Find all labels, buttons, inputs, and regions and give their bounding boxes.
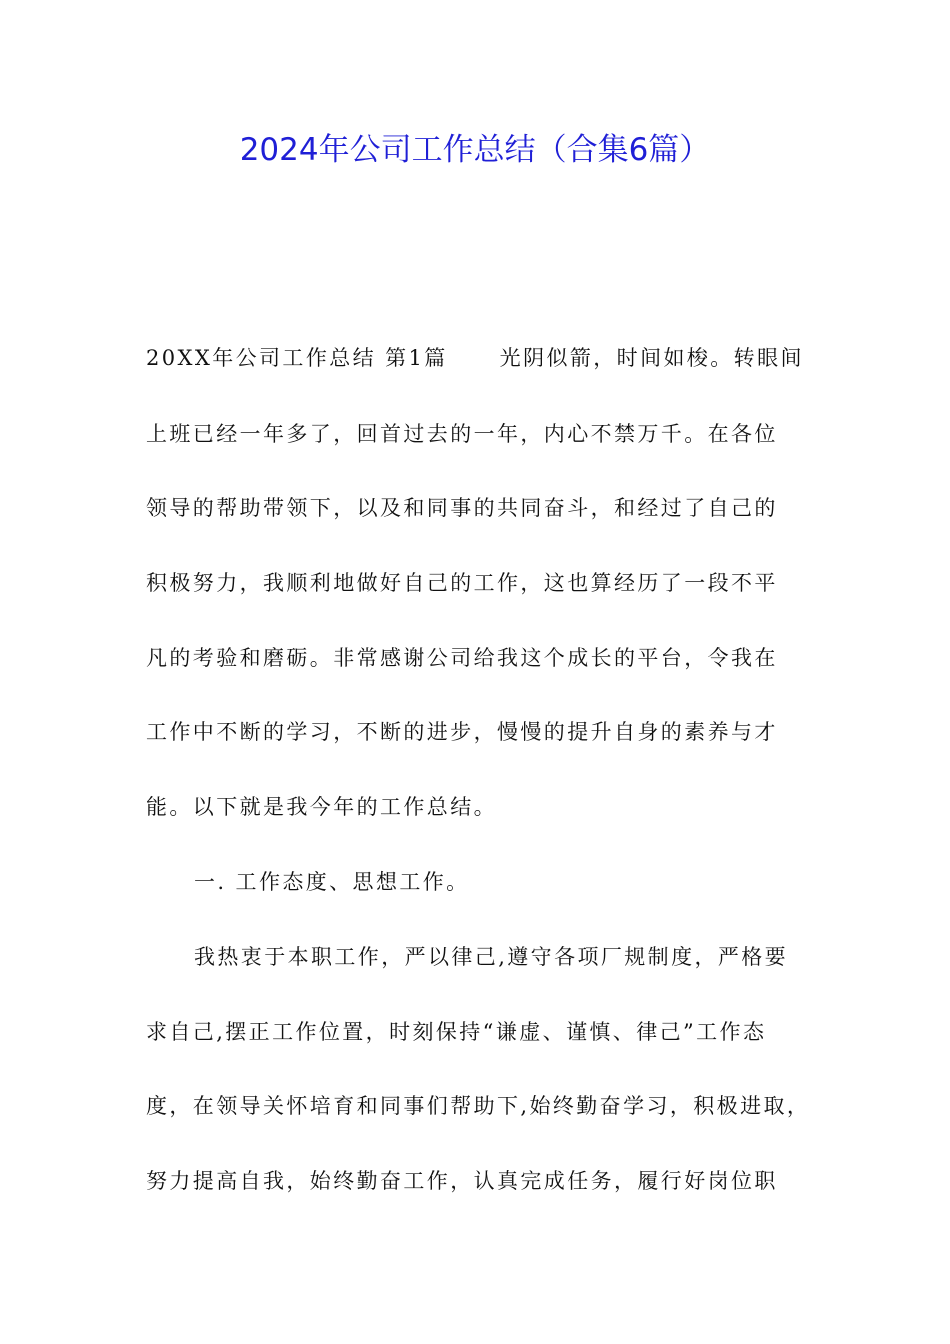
text-line-11: 度，在领导关怀培育和同事们帮助下,始终勤奋学习，积极进取， — [146, 1094, 811, 1118]
text-line-5: 凡的考验和磨砺。非常感谢公司给我这个成长的平台，令我在 — [146, 646, 778, 670]
subheading-attitude: 一. 工作态度、思想工作。 — [194, 870, 470, 894]
text-line-4: 积极努力，我顺利地做好自己的工作，这也算经历了一段不平 — [146, 571, 778, 595]
text-line-3: 领导的帮助带领下，以及和同事的共同奋斗，和经过了自己的 — [146, 496, 778, 520]
text-line-6: 工作中不断的学习，不断的进步，慢慢的提升自身的素养与才 — [146, 720, 778, 744]
text-line-1 — [146, 343, 826, 373]
section-heading: 20XX年公司工作总结 第1篇 — [146, 346, 448, 370]
text-line-9: 我热衷于本职工作，严以律己,遵守各项厂规制度，严格要 — [194, 945, 789, 969]
text-line-12: 努力提高自我，始终勤奋工作，认真完成任务，履行好岗位职 — [146, 1169, 778, 1193]
text-line-2: 上班已经一年多了，回首过去的一年，内心不禁万千。在各位 — [146, 422, 778, 446]
text-line-10: 求自己,摆正工作位置，时刻保持“谦虚、谨慎、律己”工作态 — [146, 1020, 767, 1044]
line-text: 光阴似箭，时间如梭。转眼间 — [499, 346, 804, 370]
text-line-7: 能。以下就是我今年的工作总结。 — [146, 795, 497, 819]
document-title: 2024年公司工作总结（合集6篇） — [239, 132, 711, 168]
